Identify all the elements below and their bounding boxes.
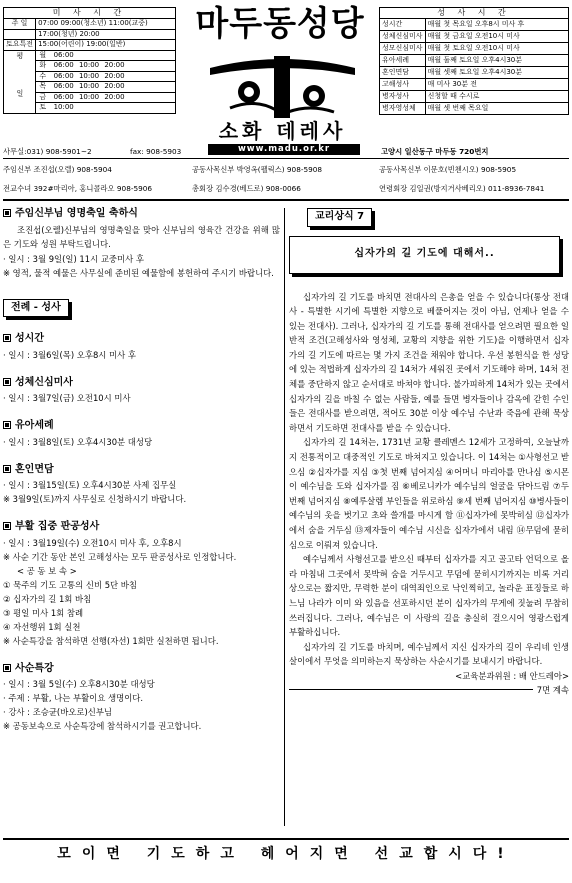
funeral-society-contact: 연령회장 김일권(방지거사베리오) 011-8936-7841 xyxy=(379,184,545,193)
square-bullet-icon xyxy=(3,664,11,672)
doctrine-title: 십자가의 길 기도에 대해서.. xyxy=(354,248,495,260)
mass-row-values: 17:00(청년) 20:00 xyxy=(36,29,176,40)
celebration-title: 주임신부님 영명축일 축하식 xyxy=(15,208,138,219)
item-line: ① 묵주의 기도 고통의 신비 5단 바침 xyxy=(3,579,137,590)
item-line: ② 십자가의 길 1회 바침 xyxy=(3,593,92,604)
doctrine-header: 교리상식 7 xyxy=(307,208,372,227)
square-bullet-icon xyxy=(3,465,11,473)
item-title: 유아세례 xyxy=(15,420,54,431)
square-bullet-icon xyxy=(3,334,11,342)
item-section xyxy=(3,333,280,346)
office-fax: fax: 908-5903 xyxy=(130,147,182,156)
item-line: · 일시 : 3월 5일(수) 오후8시30분 대성당 xyxy=(3,679,155,689)
council-president-contact: 총회장 김수경(베드로) 908-0066 xyxy=(192,184,301,193)
item-line: · 일시 : 3월19일(수) 오전10시 미사 후, 오후8시 xyxy=(3,537,182,548)
item-title: 사순특강 xyxy=(15,662,54,674)
weekday-day: 화 xyxy=(36,61,50,72)
item-title: 혼인면담 xyxy=(15,463,54,475)
sacrament-desc: 매월 첫 목요일 오후8시 미사 후 xyxy=(425,19,568,31)
sacrament-name: 성시간 xyxy=(380,19,426,31)
item-title: 성체신심미사 xyxy=(15,376,73,388)
doctrine-paragraph: 십자가의 길 기도를 바치며, 예수님께서 지신 십자가의 길이 우리네 인생살이에서 무엇을 의미하는지 묵상하는 사순시기를 보내시기 바랍니다. xyxy=(289,641,569,667)
mass-row-values: 15:00(어린이) 19:00(일반) xyxy=(36,40,176,51)
doctrine-paragraph: 예수님께서 사형선고를 받으신 때부터 십자가를 지고 골고타 언덕으로 올라 마침내 그곳에서 못박혀 숨을 거두시고 무덤에 묻히시기까지는 비록 거리상으로는 짧지만, 무력한 분이 대역죄인으로 낙인찍히고, 놀라운 표징들로 하느님 나라가 이미 와 있음을 선포하시던 분이 십자가의 무게에 짓눌려 무참히 쓰러집니다. 그러나, 예수님은 이 사랑의 길을 충실히 걸으시어 영광스럽게 부활하십니다. xyxy=(289,554,569,638)
liturgy-header: 전례 - 성사 xyxy=(3,299,69,318)
item-line: ※ 사순 기간 동안 본인 고해성사는 모두 판공성사로 인정합니다. xyxy=(3,551,237,562)
continued-row xyxy=(289,683,569,697)
continued-rule xyxy=(289,689,533,690)
sacrament-name: 고해성사 xyxy=(380,79,426,91)
website-link[interactable]: www.madu.or.kr xyxy=(208,144,360,155)
mass-row-values: 07:00 09:00(청소년) 11:00(교중) xyxy=(36,19,176,30)
item-line: · 강사 : 조승균(바오로)신부님 xyxy=(3,707,112,717)
sacrament-name: 유아세례 xyxy=(380,55,426,67)
weekday-day: 수 xyxy=(36,71,50,82)
sacrament-name: 성모신심미사 xyxy=(380,43,426,55)
celebration-line: ※ 영적, 물적 예물은 사무실에 준비된 예물함에 봉헌하여 주시기 바랍니다. xyxy=(3,268,274,278)
left-column xyxy=(3,208,280,733)
item-line: ④ 자선행위 1회 실천 xyxy=(3,621,81,632)
mass-row-label xyxy=(4,29,36,40)
footer-slogan: 모이면 기도하고 헤어지면 선교합시다! xyxy=(57,846,515,862)
weekday-times: 06:00 xyxy=(50,50,176,61)
item-section xyxy=(3,464,280,477)
item-line: · 일시 : 3월7일(금) 오전10시 미사 xyxy=(3,393,131,403)
celebration-body: 조진섭(오렐)신부님의 영명축일을 맞아 신부님의 영육간 건강을 위해 많은 기도와 성원 부탁드립니다. xyxy=(3,224,280,249)
item-line: · 일시 : 3월15일(토) 오후4시30분 사제 집무실 xyxy=(3,480,177,490)
office-phone: 사무실:031) 908-5901~2 xyxy=(3,147,92,156)
sacrament-times-table xyxy=(379,7,569,115)
weekday-day: 목 xyxy=(36,82,50,93)
church-subtitle: 소화 데레사 xyxy=(218,119,347,143)
weekday-day: 토 xyxy=(36,103,50,114)
square-bullet-icon xyxy=(3,378,11,386)
mass-times-title: 미 사 시 간 xyxy=(4,8,176,19)
sacrament-desc: 매월 둘째 토요일 오후4시30분 xyxy=(425,55,568,67)
mass-row-label: 주 일 xyxy=(4,19,36,30)
sacrament-name: 성체신심미사 xyxy=(380,31,426,43)
sacrament-name: 병자성사 xyxy=(380,91,426,103)
weekday-times: 06:00 10:00 20:00 xyxy=(50,82,176,93)
item-line: ※ 공동보속으로 사순특강에 참석하시기를 권고합니다. xyxy=(3,721,202,731)
sacrament-desc: 신청할 때 수시로 xyxy=(425,91,568,103)
item-section xyxy=(3,521,280,534)
mass-times-table xyxy=(3,7,176,114)
pastor-contact: 주임신부 조진섭(오렐) 908-5904 xyxy=(3,165,112,174)
cross-logo-icon xyxy=(200,46,365,120)
doctrine-source: <교육분과위원 : 배 안드레아> xyxy=(455,670,569,681)
assistant-priest-contact: 공동사목신부 이문호(빈첸시오) 908-5905 xyxy=(379,165,517,174)
right-column xyxy=(289,208,569,697)
item-line: ③ 평일 미사 1회 참례 xyxy=(3,607,84,618)
sacrament-desc: 매월 셋 번째 목요일 xyxy=(425,103,568,115)
sacrament-desc: 매월 첫 금요일 오전10시 미사 xyxy=(425,31,568,43)
sacrament-name: 혼인면담 xyxy=(380,67,426,79)
weekday-times: 06:00 10:00 20:00 xyxy=(50,71,176,82)
square-bullet-icon xyxy=(3,522,11,530)
divider xyxy=(3,158,569,159)
column-divider xyxy=(284,208,285,826)
footer-divider xyxy=(3,838,569,840)
sacrament-times-title: 성 사 시 간 xyxy=(380,8,569,19)
church-address: 고양시 일산동구 마두동 720번지 xyxy=(381,147,489,156)
square-bullet-icon xyxy=(3,421,11,429)
weekday-day: 금 xyxy=(36,92,50,103)
doctrine-paragraph: 십자가의 길 기도를 바치면 전대사의 은총을 얻을 수 있습니다(통상 전대사 - 특별한 시기에 특별한 지향으로 베풀어지는 것이 아님, 언제나 얻을 수 있는 전대사). 그러나, 십자가의 길 기도를 통해 전대사를 얻으려면 필요한 일반적 조건(고해성사와 영성체, 교황의 지향을 위한 기도)을 이행하면서 십자가의 길 기도에 따르는 몇 가지 조건을 채워야 합니다. 우선 봉헌식을 한 성당에 있는 적법하게 십자가의 길 14처가 세워진 곳에서 기도해야 하며, 14처 전체를 중단하지 않고 순서대로 바쳐야 합니다. 불가피하게 14처가 있는 곳에서 십자가의 길을 바칠 수 없는 사람들, 예를 들면 병자들이나 감옥에 갇힌 수인들은 전대사를 받으려면, 적어도 30분 이상 예수님 수난과 죽음에 관해 묵상하면서 기도하면 전대사를 받을 수 있습니다. xyxy=(289,291,569,433)
continued-note: 7면 계속 xyxy=(536,684,569,695)
celebration-line: · 일시 : 3월 9일(일) 11시 교중미사 후 xyxy=(3,253,144,264)
item-line: · 주제 : 부활, 나는 부활이요 생명이다. xyxy=(3,693,144,703)
item-title: 성시간 xyxy=(15,333,44,344)
weekday-times: 10:00 xyxy=(50,103,176,114)
assistant-priest-contact: 공동사목신부 박영옥(펠릭스) 908-5908 xyxy=(192,165,323,174)
item-line: < 공 동 보 속 > xyxy=(17,565,77,576)
celebration-section xyxy=(3,208,280,221)
divider xyxy=(3,199,569,201)
sacrament-desc: 매월 셋째 토요일 오후4시30분 xyxy=(425,67,568,79)
weekday-day: 월 xyxy=(36,50,50,61)
item-section xyxy=(3,663,280,676)
square-bullet-icon xyxy=(3,209,11,217)
item-line: · 일시 : 3월6일(목) 오후8시 미사 후 xyxy=(3,349,136,360)
weekday-times: 06:00 10:00 20:00 xyxy=(50,92,176,103)
mass-row-label: 토요특전 xyxy=(4,40,36,51)
sacrament-name: 병자영성체 xyxy=(380,103,426,115)
item-line: · 일시 : 3월8일(토) 오후4시30분 대성당 xyxy=(3,436,153,447)
item-section xyxy=(3,420,280,433)
weekday-times: 06:00 10:00 20:00 xyxy=(50,61,176,72)
sacrament-desc: 매월 첫 토요일 오전10시 미사 xyxy=(425,43,568,55)
weekday-label: 평 일 xyxy=(4,50,36,113)
sacrament-desc: 매 미사 30분 전 xyxy=(425,79,568,91)
sisters-contact: 전교수녀 392#마리아, 홍니콜라오 908-5906 xyxy=(3,184,153,193)
item-line: ※ 사순특강을 참석하면 선행(자선) 1회만 실천하면 됩니다. xyxy=(3,635,219,646)
item-section xyxy=(3,377,280,390)
item-line: ※ 3월9일(토)까지 사무실로 신청하시기 바랍니다. xyxy=(3,494,187,504)
church-title: 마두동성당 xyxy=(195,4,365,44)
doctrine-title-box xyxy=(289,236,560,274)
doctrine-paragraph: 십자가의 길 14처는, 1731년 교황 클레멘스 12세가 고정하여, 오늘날까지 전통적이고 대중적인 기도로 바쳐지고 있습니다. 이 14처는 ①사형선고 받으심 ②십자가를 지심 ③첫 번째 넘어지심 ④어머니 마리아를 만나심 ⑤시몬이 예수님을 도와 십자가를 짐 ⑥베로니카가 예수님의 얼굴을 닦아드림 ⑦두 번째 넘어지심 ⑧예루살렘 부인들을 위로하심 ⑨세 번째 넘어지심 ⑩병사들이 예수님의 옷을 벗기고 초와 쓸개를 마시게 함 ⑪십자가에 못박히심 ⑫십자가에서 숨을 거두심 ⑬제자들이 예수님 시신을 십자가에서 내림 ⑭무덤에 묻히심으로 이뤄져 있습니다. xyxy=(289,437,569,550)
item-title: 부활 집중 판공성사 xyxy=(15,521,100,532)
